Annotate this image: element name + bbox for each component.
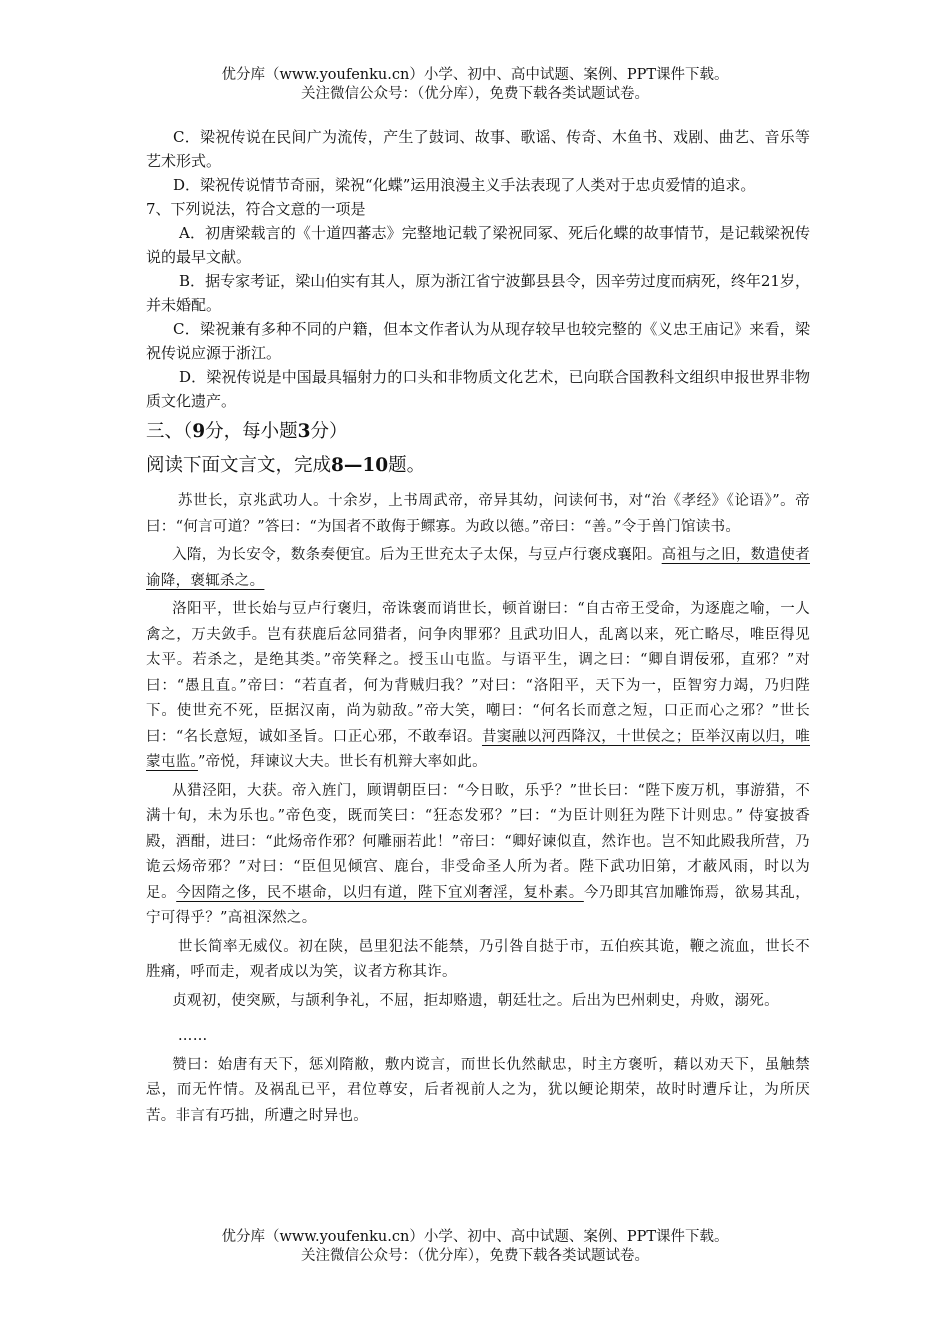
document-body: [146, 125, 810, 1132]
passage-paragraph-1: 苏世长，京兆武功人。十余岁，上书周武帝，帝异其幼，问读何书，对“治《孝经》《论语》”。帝曰：“何言可道？”答曰：“为国者不敢侮于鳏寡。为政以德。”帝曰：“善。”令于兽门馆读书。: [146, 493, 810, 535]
question-7-option-c: C．梁祝兼有多种不同的户籍，但本文作者认为从现存较早也较完整的《义忠王庙记》来看，梁祝传说应源于浙江。: [146, 320, 810, 362]
passage-paragraph-5: 世长简率无威仪。初在陕，邑里犯法不能禁，乃引咎自挞于市，五伯疾其诡，鞭之流血，世长不胜痛，呼而走，观者成以为笑，议者方称其诈。: [146, 938, 810, 980]
header-line-2: 关注微信公众号：（优分库），免费下载各类试题试卷。: [301, 86, 649, 102]
passage-paragraph-4: 从猎泾阳，大获。帝入旌门，顾谓朝臣曰：“今日畋，乐乎？”世长曰：“陛下废万机，事游猎，不满十旬，未为乐也。”帝色变，既而笑曰：“狂态发邪？”曰：“为臣计则狂为陛下计则忠。” 侍宴披香殿，酒酣，进曰：“此炀帝作邪？何雕丽若此！”帝曰：“卿好谏似直，然诈也。岂不知此殿我所营，乃诡云炀帝邪？”对曰：“臣但见倾宫、鹿台，非受命圣人所为者。陛下武功旧第，才蔽风雨，时以为足。今因隋之侈，民不堪命，以归有道，陛下宜刈奢淫，复朴素。今乃即其宫加雕饰焉，欲易其乱，宁可得乎？”高祖深然之。: [146, 782, 810, 926]
underlined-sentence-2: 昔窦融以河西降汉，十世侯之；臣举汉南以归，唯蒙屯监。: [146, 728, 810, 770]
header-line-1: 优分库（www.youfenku.cn）小学、初中、高中试题、案例、PPT课件下载。: [221, 67, 729, 83]
footer-line-1: 优分库（www.youfenku.cn）小学、初中、高中试题、案例、PPT课件下载。: [221, 1229, 729, 1245]
section-3-heading: 三、（9分，每小题3分）: [146, 421, 348, 442]
question-7-option-d: D．梁祝传说是中国最具辐射力的口头和非物质文化艺术，已向联合国教科文组织申报世界非物质文化遗产。: [146, 368, 810, 410]
page-header: [0, 66, 950, 104]
underlined-sentence-1: 高祖与之旧，数遣使者谕降，褒辄杀之。: [146, 547, 810, 589]
question-7-stem: 7、下列说法，符合文意的一项是: [146, 200, 366, 218]
option-c-prev: C．梁祝传说在民间广为流传，产生了鼓词、故事、歌谣、传奇、木鱼书、戏剧、曲艺、音乐等艺术形式。: [146, 128, 810, 170]
ellipsis: ……: [177, 1028, 208, 1044]
passage-paragraph-6: 贞观初，使突厥，与颉利争礼，不屈，拒却赂遗，朝廷壮之。后出为巴州刺史，舟败，溺死。: [172, 992, 779, 1009]
classical-passage: [146, 489, 810, 1129]
passage-paragraph-2: 入隋，为长安令，数条奏便宜。后为王世充太子太保，与豆卢行褒戍襄阳。高祖与之旧，数遣使者谕降，褒辄杀之。: [146, 547, 810, 589]
question-7-option-a: A．初唐梁载言的《十道四蕃志》完整地记载了梁祝同冢、死后化蝶的故事情节，是记载梁祝传说的最早文献。: [146, 224, 810, 266]
underlined-sentence-3: 今因隋之侈，民不堪命，以归有道，陛下宜刈奢淫，复朴素。: [176, 884, 584, 901]
passage-paragraph-7: 赞曰：始唐有天下，惩刈隋敝，敷内谠言，而世长仇然献忠，时主方褒听，藉以劝天下，虽触禁忌，而无忤情。及祸乱已平，君位尊安，后者视前人之为，犹以鲠论期荣，故时时遭斥让，为所厌苦。非言有巧拙，所遭之时异也。: [146, 1056, 810, 1124]
footer-line-2: 关注微信公众号：（优分库），免费下载各类试题试卷。: [301, 1248, 649, 1264]
page-footer: [0, 1228, 950, 1266]
reading-instruction: 阅读下面文言文，完成8—10题。: [146, 455, 426, 476]
question-7-option-b: B．据专家考证，梁山伯实有其人，原为浙江省宁波鄞县县令，因辛劳过度而病死，终年21岁，并未婚配。: [146, 272, 810, 314]
passage-paragraph-3: 洛阳平，世长始与豆卢行褒归，帝诛褒而诮世长，顿首谢曰：“自古帝王受命，为逐鹿之喻，一人禽之，万夫敛手。岂有获鹿后忿同猎者，问争肉罪邪？且武功旧人，乱离以来，死亡略尽，唯臣得见太平。若杀之，是绝其类。”帝笑释之。授玉山屯监。与语平生，调之曰：“卿自谓佞邪，直邪？”对曰：“愚且直。”帝曰：“若直者，何为背贼归我？”对曰：“洛阳平，天下为一，臣智穷力竭，乃归陛下。使世充不死，臣据汉南，尚为勍敌。”帝大笑，嘲曰：“何名长而意之短，口正而心之邪？”世长曰：“名长意短，诚如圣旨。口正心邪，不敢奉诏。昔窦融以河西降汉，十世侯之；臣举汉南以归，唯蒙屯监。”帝悦，拜谏议大夫。世长有机辩大率如此。: [146, 601, 810, 770]
option-d-prev: D．梁祝传说情节奇丽，梁祝“化蝶”运用浪漫主义手法表现了人类对于忠贞爱情的追求。: [173, 176, 756, 194]
